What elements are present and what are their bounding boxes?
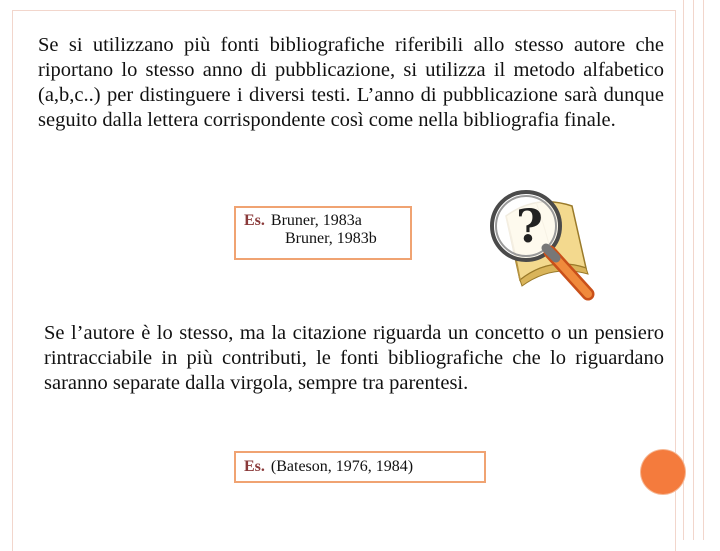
right-rail-line — [703, 0, 704, 540]
example-box-bateson — [234, 451, 486, 483]
example-box-bruner — [234, 206, 412, 260]
paragraph-same-author-concept: Se l’autore è lo stesso, ma la citazione riguarda un concetto o un pensiero rintracciabile in più contributi, le fonti bibliografiche che lo riguardano saranno separate dalla virgola, sempre tra parentesi. — [44, 322, 664, 394]
example-citation: Bruner, 1983b — [285, 230, 377, 247]
paragraph-alphabetic-method: Se si utilizzano più fonti bibliografiche riferibili allo stesso autore che riportano lo stesso anno di pubblicazione, si utilizza il metodo alfabetico (a,b,c..) per distinguere i diversi testi. L’anno di pubblicazione sarà dunque seguito dalla lettera corrispondente così come nella bibliografia finale. — [38, 34, 664, 131]
right-rail-line — [693, 0, 694, 540]
example-citation: (Bateson, 1976, 1984) — [270, 458, 414, 475]
orange-circle-decor — [641, 450, 685, 494]
example-line — [244, 212, 402, 230]
example-citation: Bruner, 1983a — [270, 212, 362, 229]
svg-text:?: ? — [516, 199, 543, 253]
example-prefix: Es. — [244, 458, 265, 475]
right-rail-line — [683, 0, 684, 540]
example-prefix: Es. — [244, 212, 265, 229]
book-magnifier-question-icon — [476, 176, 606, 306]
